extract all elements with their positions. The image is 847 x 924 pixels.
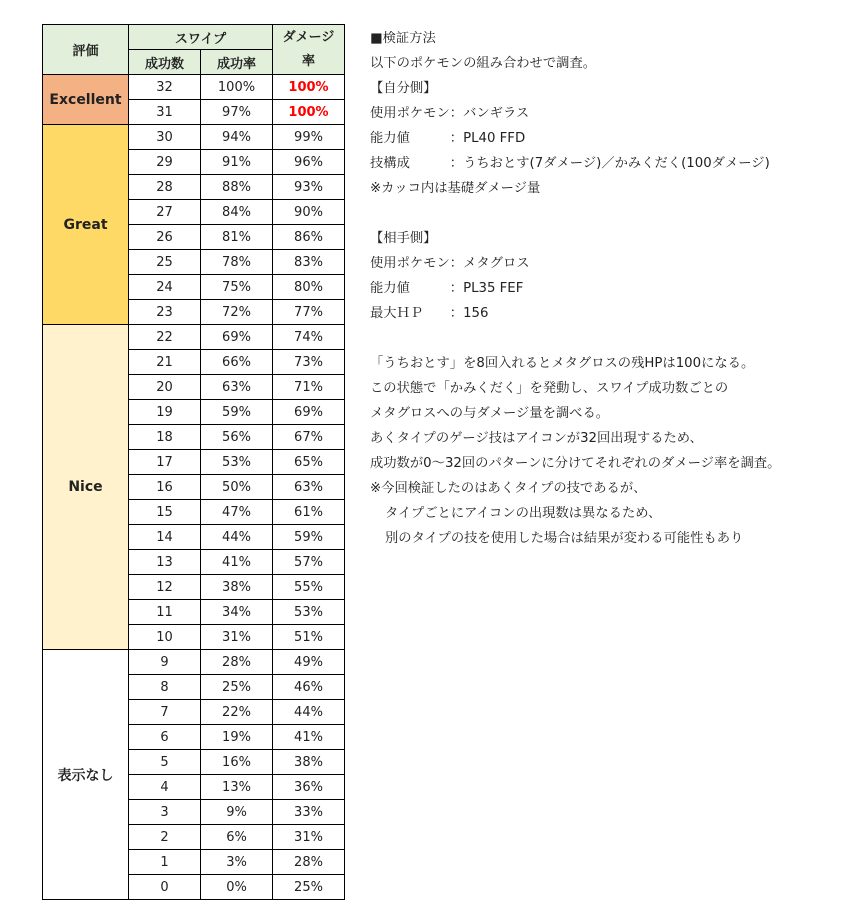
table-row [43,325,345,350]
success-count-cell: 10 [129,625,201,650]
damage-rate-cell: 77% [273,300,345,325]
damage-rate-cell: 51% [273,625,345,650]
success-rate-cell: 9% [201,800,273,825]
success-rate-cell: 25% [201,675,273,700]
success-rate-cell: 19% [201,725,273,750]
success-count-cell: 15 [129,500,201,525]
table-row [43,650,345,675]
damage-rate-cell: 49% [273,650,345,675]
success-count-cell: 8 [129,675,201,700]
success-rate-cell: 88% [201,175,273,200]
damage-rate-cell: 65% [273,450,345,475]
success-rate-cell: 59% [201,400,273,425]
grade-cell: Excellent [43,75,129,125]
success-rate-cell: 100% [201,75,273,100]
damage-rate-cell: 38% [273,750,345,775]
opp-hp: 最大ＨＰ ：156 [370,306,489,321]
damage-rate-cell: 86% [273,225,345,250]
damage-rate-cell: 73% [273,350,345,375]
header-success-rate: 成功率 [201,50,273,75]
damage-rate-cell: 100% [273,100,345,125]
success-rate-cell: 41% [201,550,273,575]
damage-rate-cell: 59% [273,525,345,550]
damage-rate-cell: 83% [273,250,345,275]
self-moves: 技構成 ：うちおとす(7ダメージ)／かみくだく(100ダメージ) [370,156,770,171]
success-count-cell: 28 [129,175,201,200]
success-count-cell: 26 [129,225,201,250]
success-rate-cell: 0% [201,875,273,900]
table-row [43,125,345,150]
success-count-cell: 4 [129,775,201,800]
success-count-cell: 18 [129,425,201,450]
success-count-cell: 29 [129,150,201,175]
success-rate-cell: 3% [201,850,273,875]
success-rate-cell: 63% [201,375,273,400]
damage-rate-cell: 53% [273,600,345,625]
header-success-count: 成功数 [129,50,201,75]
damage-rate-cell: 28% [273,850,345,875]
header-grade: 評価 [43,25,129,75]
success-rate-cell: 28% [201,650,273,675]
success-count-cell: 1 [129,850,201,875]
success-count-cell: 30 [129,125,201,150]
desc-line-6: ※今回検証したのはあくタイプの技であるが、 [370,481,647,496]
desc-line-7: タイプごとにアイコンの出現数は異なるため、 [385,506,662,521]
success-count-cell: 12 [129,575,201,600]
success-rate-cell: 22% [201,700,273,725]
header-damage-rate-label: ダメージ率 [282,29,335,69]
damage-rate-cell: 46% [273,675,345,700]
success-count-cell: 21 [129,350,201,375]
damage-rate-cell: 93% [273,175,345,200]
damage-rate-cell: 36% [273,775,345,800]
self-heading: 【自分側】 [370,81,437,96]
self-pokemon: 使用ポケモン：バンギラス [370,106,530,121]
damage-rate-cell: 67% [273,425,345,450]
header-damage-rate [273,25,345,75]
success-rate-cell: 66% [201,350,273,375]
success-count-cell: 0 [129,875,201,900]
opp-stats: 能力値 ：PL35 FEF [370,281,524,296]
success-rate-cell: 97% [201,100,273,125]
verification-notes [370,26,780,551]
success-rate-cell: 38% [201,575,273,600]
method-heading: ■検証方法 [370,31,436,46]
success-rate-cell: 94% [201,125,273,150]
damage-rate-cell: 99% [273,125,345,150]
header-swipe: スワイプ [129,25,273,50]
damage-rate-cell: 90% [273,200,345,225]
success-count-cell: 2 [129,825,201,850]
success-rate-cell: 47% [201,500,273,525]
success-count-cell: 19 [129,400,201,425]
self-stats: 能力値 ：PL40 FFD [370,131,526,146]
damage-rate-cell: 57% [273,550,345,575]
grade-cell: Great [43,125,129,325]
table-row [43,75,345,100]
damage-rate-cell: 71% [273,375,345,400]
damage-rate-cell: 96% [273,150,345,175]
damage-rate-cell: 74% [273,325,345,350]
damage-rate-cell: 41% [273,725,345,750]
success-rate-cell: 56% [201,425,273,450]
success-count-cell: 22 [129,325,201,350]
success-rate-cell: 75% [201,275,273,300]
desc-line-8: 別のタイプの技を使用した場合は結果が変わる可能性もあり [385,531,744,546]
success-rate-cell: 53% [201,450,273,475]
success-count-cell: 7 [129,700,201,725]
success-rate-cell: 81% [201,225,273,250]
success-rate-cell: 44% [201,525,273,550]
success-count-cell: 25 [129,250,201,275]
success-count-cell: 3 [129,800,201,825]
damage-rate-cell: 25% [273,875,345,900]
desc-line-3: メタグロスへの与ダメージ量を調べる。 [370,406,610,421]
success-count-cell: 24 [129,275,201,300]
opp-heading: 【相手側】 [370,231,437,246]
header-row-1 [43,25,345,50]
damage-rate-cell: 80% [273,275,345,300]
blank-line [370,201,780,226]
damage-rate-cell: 31% [273,825,345,850]
success-count-cell: 20 [129,375,201,400]
blank-line [370,326,780,351]
desc-line-4: あくタイプのゲージ技はアイコンが32回出現するため、 [370,431,703,446]
success-count-cell: 16 [129,475,201,500]
success-rate-cell: 50% [201,475,273,500]
success-count-cell: 23 [129,300,201,325]
success-count-cell: 5 [129,750,201,775]
damage-rate-cell: 44% [273,700,345,725]
success-rate-cell: 78% [201,250,273,275]
desc-line-2: この状態で「かみくだく」を発動し、スワイプ成功数ごとの [370,381,729,396]
success-count-cell: 6 [129,725,201,750]
damage-rate-cell: 33% [273,800,345,825]
damage-rate-table [42,24,345,900]
success-rate-cell: 84% [201,200,273,225]
opp-pokemon: 使用ポケモン：メタグロス [370,256,530,271]
success-rate-cell: 69% [201,325,273,350]
success-rate-cell: 6% [201,825,273,850]
success-count-cell: 17 [129,450,201,475]
table-body [43,75,345,900]
success-count-cell: 27 [129,200,201,225]
success-count-cell: 11 [129,600,201,625]
desc-line-5: 成功数が0～32回のパターンに分けてそれぞれのダメージ率を調査。 [370,456,781,471]
success-rate-cell: 91% [201,150,273,175]
intro-text: 以下のポケモンの組み合わせで調査。 [370,56,597,71]
desc-line-1: 「うちおとす」を8回入れるとメタグロスの残HPは100になる。 [370,356,755,371]
grade-cell: Nice [43,325,129,650]
self-note: ※カッコ内は基礎ダメージ量 [370,181,541,196]
success-count-cell: 13 [129,550,201,575]
success-count-cell: 9 [129,650,201,675]
success-rate-cell: 34% [201,600,273,625]
grade-cell: 表示なし [43,650,129,900]
damage-rate-cell: 61% [273,500,345,525]
damage-rate-cell: 63% [273,475,345,500]
damage-rate-cell: 55% [273,575,345,600]
success-rate-cell: 16% [201,750,273,775]
success-rate-cell: 13% [201,775,273,800]
success-count-cell: 14 [129,525,201,550]
damage-rate-cell: 100% [273,75,345,100]
success-count-cell: 31 [129,100,201,125]
damage-rate-cell: 69% [273,400,345,425]
success-count-cell: 32 [129,75,201,100]
success-rate-cell: 72% [201,300,273,325]
success-rate-cell: 31% [201,625,273,650]
